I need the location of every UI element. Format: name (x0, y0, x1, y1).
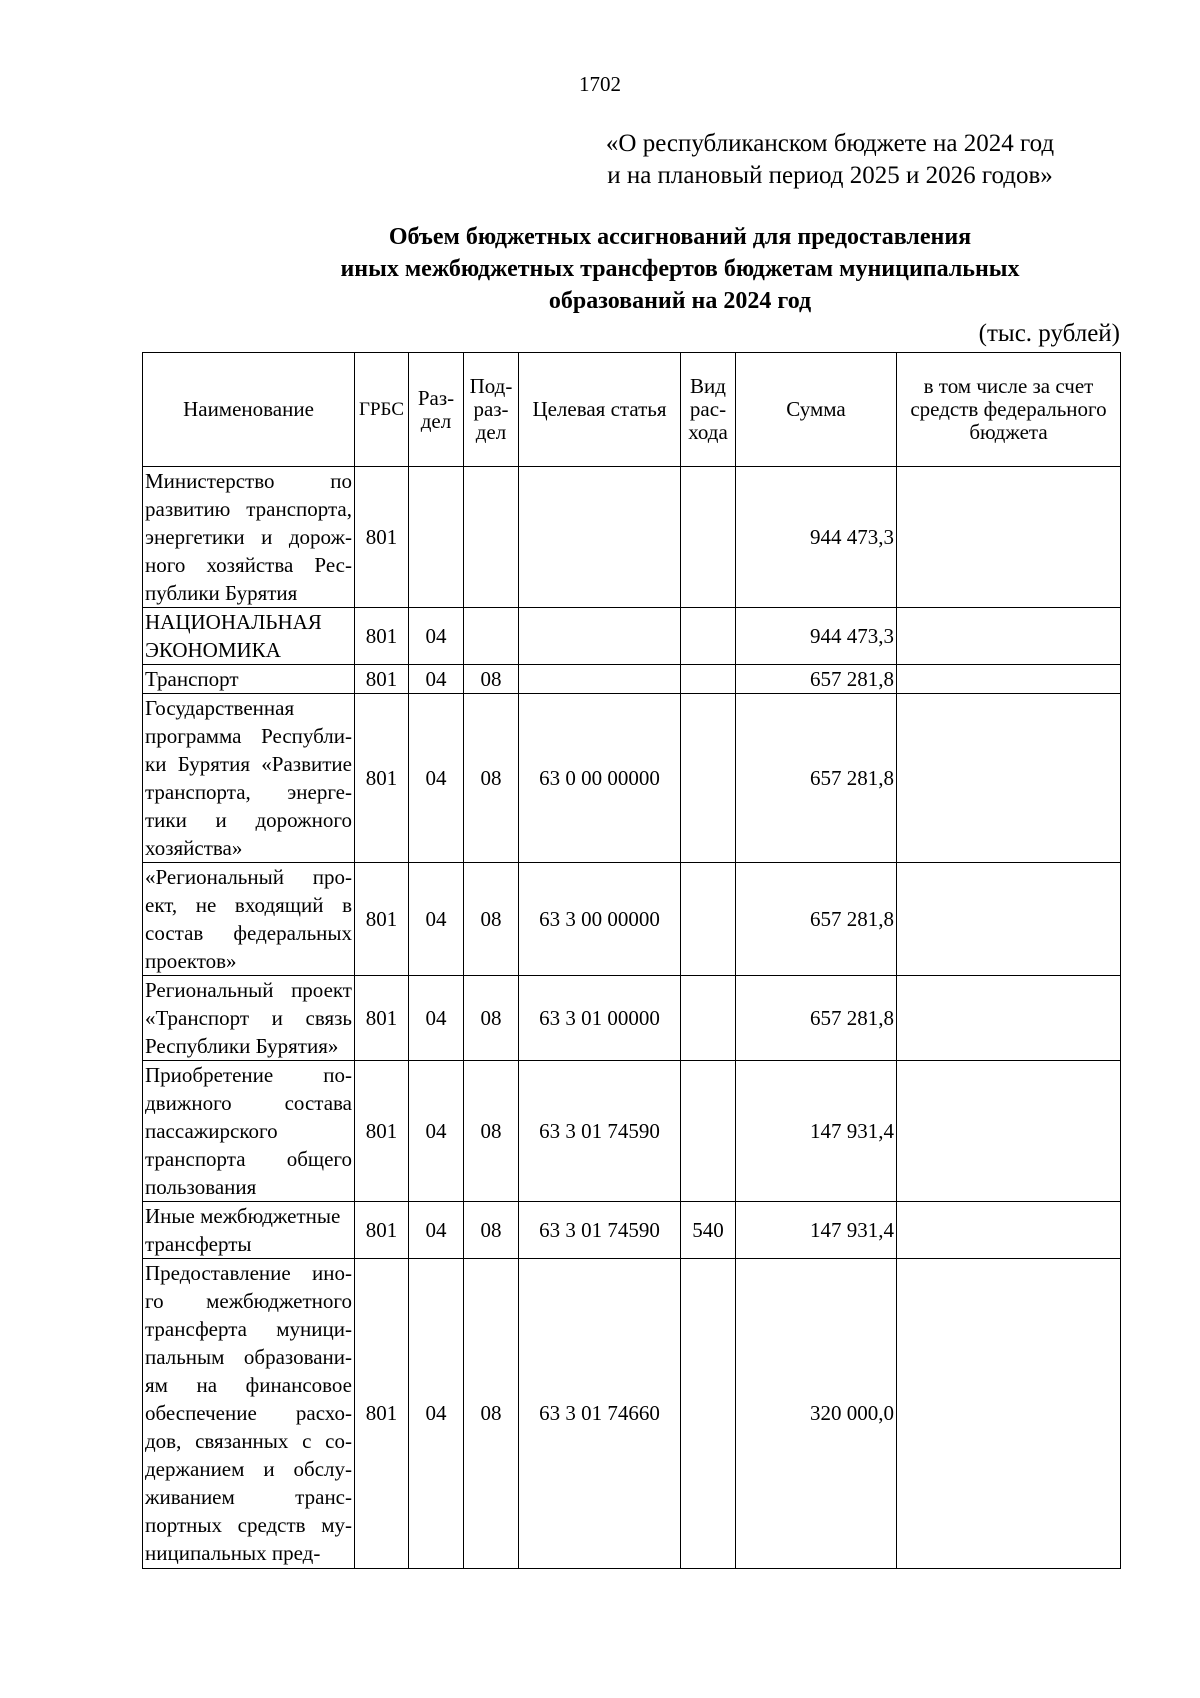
row-target: 63 0 00 00000 (519, 694, 681, 863)
unit-note: (тыс. рублей) (978, 320, 1120, 347)
row-federal (897, 1259, 1121, 1569)
row-section: 04 (409, 863, 464, 976)
row-target: 63 3 01 00000 (519, 976, 681, 1061)
header-target: Целевая статья (519, 353, 681, 467)
table-row (143, 1259, 1121, 1569)
row-section: 04 (409, 1061, 464, 1202)
row-federal (897, 1202, 1121, 1259)
row-federal (897, 976, 1121, 1061)
header-name: Наименование (143, 353, 355, 467)
row-subsection: 08 (464, 863, 519, 976)
row-subsection (464, 467, 519, 608)
law-title (560, 128, 1100, 192)
row-section: 04 (409, 1259, 464, 1569)
row-expense-type (681, 665, 736, 694)
table-header-row (143, 353, 1121, 467)
table-row (143, 665, 1121, 694)
row-section: 04 (409, 1202, 464, 1259)
row-name: «Региональный про-ект, не входящий в состав федеральных проектов» (143, 863, 355, 976)
row-target (519, 467, 681, 608)
row-sum: 147 931,4 (736, 1202, 897, 1259)
row-expense-type (681, 608, 736, 665)
row-federal (897, 863, 1121, 976)
row-name: Транспорт (143, 665, 355, 694)
table-row (143, 1202, 1121, 1259)
law-title-line-2: и на плановый период 2025 и 2026 годов» (607, 162, 1053, 189)
header-sum: Сумма (736, 353, 897, 467)
row-subsection: 08 (464, 976, 519, 1061)
law-title-line-1: «О республиканском бюджете на 2024 год (605, 130, 1055, 157)
header-subsection: Под-раз-дел (464, 353, 519, 467)
row-sum: 657 281,8 (736, 863, 897, 976)
row-section: 04 (409, 976, 464, 1061)
row-federal (897, 665, 1121, 694)
row-federal (897, 694, 1121, 863)
row-target (519, 665, 681, 694)
document-heading (220, 221, 1140, 317)
row-expense-type (681, 694, 736, 863)
row-expense-type (681, 1259, 736, 1569)
row-name: Государственная программа Республи-ки Бурятия «Развитие транспорта, энерге-тики и дорожного хозяйства» (143, 694, 355, 863)
row-federal (897, 1061, 1121, 1202)
row-section: 04 (409, 608, 464, 665)
table-row (143, 976, 1121, 1061)
budget-table (142, 352, 1121, 1569)
row-grbs: 801 (355, 1202, 409, 1259)
table-row (143, 694, 1121, 863)
row-sum: 657 281,8 (736, 665, 897, 694)
header-federal: в том числе за счет средств федерального бюджета (897, 353, 1121, 467)
row-target: 63 3 01 74590 (519, 1061, 681, 1202)
row-target: 63 3 01 74590 (519, 1202, 681, 1259)
heading-line-3: образований на 2024 год (548, 288, 812, 314)
row-name: Приобретение по-движного состава пассажирского транспорта общего пользования (143, 1061, 355, 1202)
row-name: Министерство по развитию транспорта, энергетики и дорож-ного хозяйства Рес-публики Бурятия (143, 467, 355, 608)
page-number: 1702 (579, 72, 621, 96)
row-name: НАЦИОНАЛЬНАЯ ЭКОНОМИКА (143, 608, 355, 665)
row-section: 04 (409, 665, 464, 694)
row-federal (897, 608, 1121, 665)
row-expense-type (681, 467, 736, 608)
row-grbs: 801 (355, 863, 409, 976)
row-target: 63 3 00 00000 (519, 863, 681, 976)
row-sum: 147 931,4 (736, 1061, 897, 1202)
row-expense-type (681, 1061, 736, 1202)
row-grbs: 801 (355, 467, 409, 608)
row-expense-type (681, 976, 736, 1061)
row-subsection: 08 (464, 1259, 519, 1569)
table-row (143, 608, 1121, 665)
row-subsection: 08 (464, 665, 519, 694)
table-row (143, 1061, 1121, 1202)
row-grbs: 801 (355, 694, 409, 863)
row-expense-type (681, 863, 736, 976)
row-section (409, 467, 464, 608)
row-sum: 944 473,3 (736, 608, 897, 665)
header-expense-type: Вид рас-хода (681, 353, 736, 467)
row-grbs: 801 (355, 976, 409, 1061)
row-grbs: 801 (355, 1061, 409, 1202)
row-target: 63 3 01 74660 (519, 1259, 681, 1569)
row-expense-type: 540 (681, 1202, 736, 1259)
heading-line-2: иных межбюджетных трансфертов бюджетам муниципальных (340, 256, 1020, 282)
header-section: Раз-дел (409, 353, 464, 467)
row-section: 04 (409, 694, 464, 863)
row-sum: 657 281,8 (736, 976, 897, 1061)
table-row (143, 863, 1121, 976)
row-grbs: 801 (355, 1259, 409, 1569)
row-sum: 944 473,3 (736, 467, 897, 608)
row-subsection: 08 (464, 1061, 519, 1202)
row-sum: 657 281,8 (736, 694, 897, 863)
table-row (143, 467, 1121, 608)
row-subsection: 08 (464, 694, 519, 863)
row-grbs: 801 (355, 665, 409, 694)
row-sum: 320 000,0 (736, 1259, 897, 1569)
row-name: Предоставление ино-го межбюджетного трансферта муници-пальным образовани-ям на финансовое обеспечение расхо-дов, связанных с со-держанием и обслу-живанием транс-портных средств му-ниципальных пред- (143, 1259, 355, 1569)
row-grbs: 801 (355, 608, 409, 665)
row-federal (897, 467, 1121, 608)
row-target (519, 608, 681, 665)
header-grbs: ГРБС (355, 353, 409, 467)
heading-line-1: Объем бюджетных ассигнований для предоставления (388, 224, 972, 250)
row-subsection: 08 (464, 1202, 519, 1259)
row-name: Региональный проект «Транспорт и связь Республики Бурятия» (143, 976, 355, 1061)
row-name: Иные межбюджетные трансферты (143, 1202, 355, 1259)
row-subsection (464, 608, 519, 665)
